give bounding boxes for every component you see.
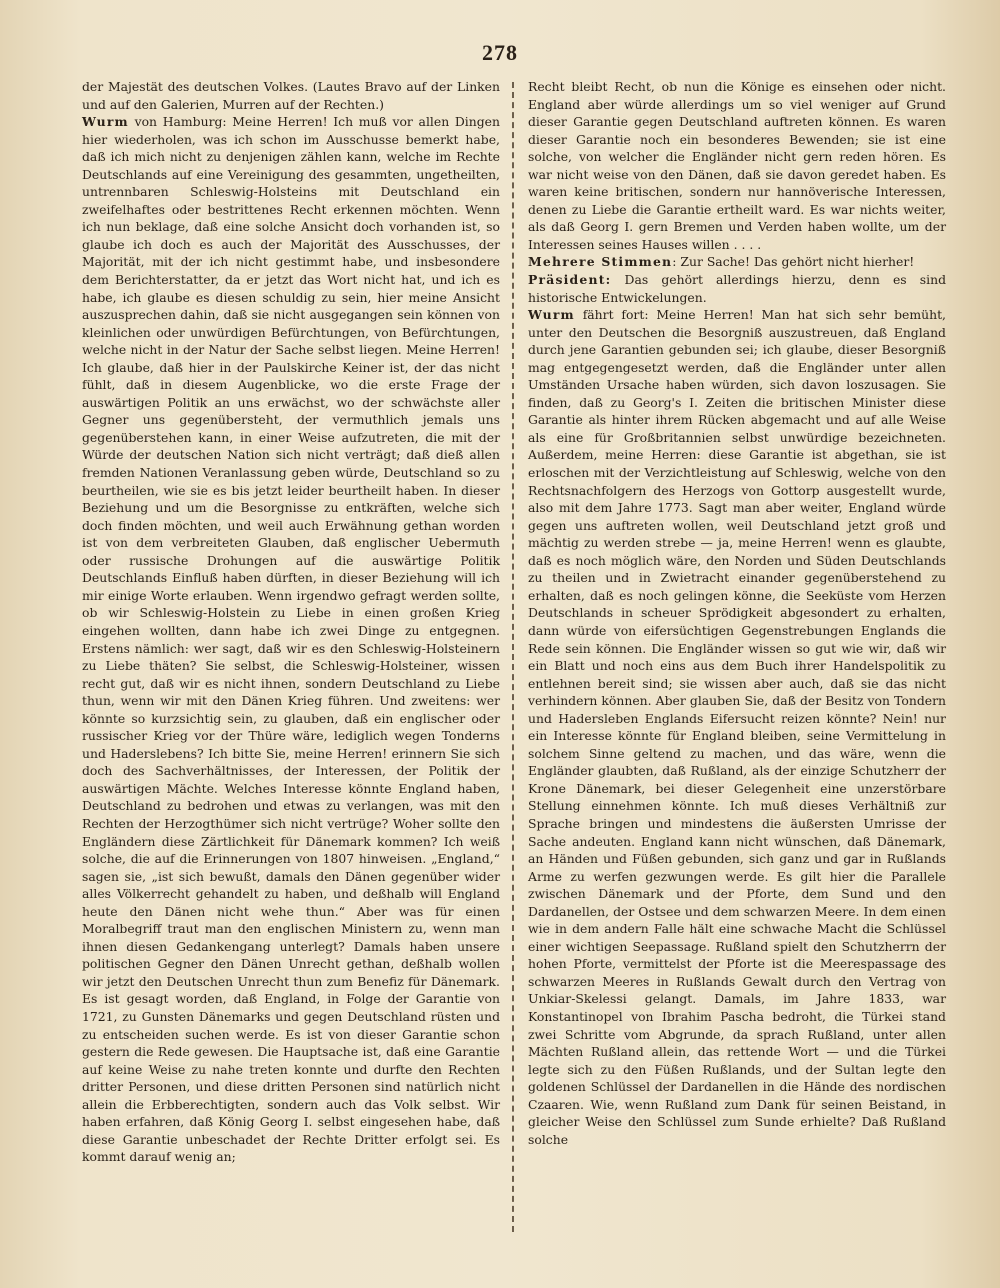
speaker-name: Mehrere Stimmen (528, 254, 673, 270)
speaker-name: Präsident: (528, 272, 612, 288)
left-column (82, 78, 500, 1166)
paragraph-text: Recht bleibt Recht, ob nun die Könige es einsehen oder nicht. England aber würde allerdings um so viel weniger auf Grund dieser Garantie gegen Deutschland auftreten können. Es waren dieser Garantie noch ein besonderes Bewenden; sie ist eine solche, von welcher die Engländer nicht gern reden hören. Es war nicht weise von den Dänen, daß sie davon geredet haben. Es waren keine britischen, sondern nur hannöverische Interessen, denen zu Liebe die Garantie ertheilt ward. Es war nichts weiter, als daß Georg I. gern Bremen und Verden haben wollte, um der Interessen seines Hauses willen . . . . (528, 79, 946, 252)
speaker-name: Wurm (82, 114, 129, 130)
page-number: 278 (482, 40, 518, 65)
paragraph (82, 78, 500, 113)
paragraph (528, 306, 946, 1148)
paragraph (528, 253, 946, 271)
paragraph (82, 113, 500, 1166)
speaker-name: Wurm (528, 307, 575, 323)
paragraph (528, 78, 946, 253)
paragraph-text: Das gehört allerdings hierzu, denn es sind historische Entwickelungen. (528, 272, 946, 305)
paragraph-text: : Zur Sache! Das gehört nicht hierher! (672, 254, 915, 270)
paragraph (528, 271, 946, 306)
right-column (528, 78, 946, 1148)
paragraph-text: der Majestät des deutschen Volkes. (Lautes Bravo auf der Linken und auf den Galerien, Murren auf der Rechten.) (82, 79, 500, 112)
paragraph-text: von Hamburg: Meine Herren! Ich muß vor allen Dingen hier wiederholen, was ich schon im Ausschusse bemerkt habe, daß ich mich nicht zu denjenigen zählen kann, welche im Rechte Deutschlands auf eine Vereinigung des gesammten, ungetheilten, untrennbaren Schleswig-Holsteins mit Deutschland ein zweifelhaftes oder bestrittenes Recht erkennen möchten. Wenn ich nun beklage, daß eine solche Ansicht doch vorhanden ist, so glaube ich doch es auch der Majorität des Ausschusses, der Majorität, mit der ich nicht gestimmt habe, und insbesondere dem Berichterstatter, da er jetzt das Wort nicht hat, und ich es habe, ich glaube es diesen schuldig zu sein, hier meine Ansicht auszusprechen dahin, daß sie nicht ausgegangen sein können von kleinlichen oder unwürdigen Befürchtungen, von Befürchtungen, welche nicht in der Natur der Sache selbst liegen. Meine Herren! Ich glaube, daß hier in der Paulskirche Keiner ist, der das nicht fühlt, daß in diesem Augenblicke, wo die erste Frage der auswärtigen Politik an uns erwächst, wo der schwächste aller Gegner uns gegenübersteht, der vermuthlich jemals uns gegenüberstehen kann, in einer Weise aufzutreten, die mit der Würde der deutschen Nation sich nicht verträgt; daß dieß allen fremden Nationen Veranlassung geben würde, Deutschland so zu beurtheilen, wie sie es bis jetzt leider beurtheilt haben. In dieser Beziehung und um die Besorgnisse zu entkräften, welche sich doch finden möchten, und weil auch Erwähnung gethan worden ist von dem verbreiteten Glauben, daß englischer Uebermuth oder russische Drohungen auf die auswärtige Politik Deutschlands Einfluß haben dürften, in dieser Beziehung will ich mir einige Worte erlauben. Wenn irgendwo gefragt werden sollte, ob wir Schleswig-Holstein zu Liebe in einen großen Krieg eingehen wollten, dann habe ich zwei Dinge zu entgegnen. Erstens nämlich: wer sagt, daß wir es den Schleswig-Holsteinern zu Liebe thäten? Sie selbst, die Schleswig-Holsteiner, wissen recht gut, daß wir es nicht ihnen, sondern Deutschland zu Liebe thun, wenn wir mit den Dänen Krieg führen. Und zweitens: wer könnte so kurzsichtig sein, zu glauben, daß ein englischer oder russischer Krieg vor der Thüre wäre, lediglich wegen Tonderns und Haderslebens? Ich bitte Sie, meine Herren! erinnern Sie sich doch des Sachverhältnisses, der Interessen, der Politik der auswärtigen Mächte. Welches Interesse könnte England haben, Deutschland zu bedrohen und etwas zu verlangen, was mit den Rechten der Herzogthümer sich nicht vertrüge? Woher sollte den Engländern diese Zärtlichkeit für Dänemark kommen? Ich weiß solche, die auf die Erinnerungen von 1807 hinweisen. „England,“ sagen sie, „ist sich bewußt, damals den Dänen gegenüber wider alles Völkerrecht gehandelt zu haben, und deßhalb will England heute den Dänen nicht wehe thun.“ Aber was für einen Moralbegriff traut man den englischen Ministern zu, wenn man ihnen diesen Gedankengang unterlegt? Damals haben unsere politischen Gegner den Dänen Unrecht gethan, deßhalb wollen wir jetzt den Deutschen Unrecht thun zum Benefiz für Dänemark. Es ist gesagt worden, daß England, in Folge der Garantie von 1721, zu Gunsten Dänemarks und gegen Deutschland rüsten und zu entscheiden suchen werde. Es ist von dieser Garantie schon gestern die Rede gewesen. Die Hauptsache ist, daß eine Garantie auf keine Weise zu nahe treten konnte und durfte den Rechten dritter Personen, und diese dritten Personen sind natürlich nicht allein die Erbberechtigten, sondern auch das Volk selbst. Wir haben erfahren, daß König Georg I. selbst eingesehen habe, daß diese Garantie unbeschadet der Rechte Dritter erfolgt sei. Es kommt darauf wenig an; (82, 114, 500, 1165)
column-divider (512, 82, 514, 1232)
paragraph-text: fährt fort: Meine Herren! Man hat sich sehr bemüht, unter den Deutschen die Besorgniß auszustreuen, daß England durch jene Garantien gebunden sei; ich glaube, dieser Besorgniß mag entgegengesetzt werden, daß die Engländer unter allen Umständen Ursache haben würden, sich davon loszusagen. Sie finden, daß zu Georg's I. Zeiten die britischen Minister diese Garantie als hinter ihrem Rücken abgemacht und auf alle Weise als eine für Großbritannien selbst unwürdige bezeichneten. Außerdem, meine Herren: diese Garantie ist abgethan, sie ist erloschen mit der Verzichtleistung auf Schleswig, welche von den Rechtsnachfolgern des Herzogs von Gottorp ausgestellt wurde, also mit dem Jahre 1773. Sagt man aber weiter, England würde gegen uns auftreten wollen, weil Deutschland jetzt groß und mächtig zu werden strebe — ja, meine Herren! wenn es glaubte, daß es noch möglich wäre, den Norden und Süden Deutschlands zu theilen und in Zwietracht einander gegenüberstehend zu erhalten, daß es noch gelingen könne, die Seeküste vom Herzen Deutschlands in scheuer Sprödigkeit abgesondert zu erhalten, dann würde von eifersüchtigen Gegenstrebungen Englands die Rede sein können. Die Engländer wissen so gut wie wir, daß wir ein Blatt und noch eins aus dem Buch ihrer Handelspolitik zu entlehnen bereit sind; sie wissen aber auch, daß sie das nicht verhindern können. Aber glauben Sie, daß der Besitz von Tondern und Hadersleben Englands Eifersucht reizen könnte? Nein! nur ein Interesse könnte für England bleiben, seine Vermittelung in solchem Sinne geltend zu machen, und das wäre, wenn die Engländer glaubten, daß Rußland, als der einzige Schutzherr der Krone Dänemark, bei dieser Gelegenheit eine unzerstörbare Stellung einnehmen könnte. Ich muß dieses Verhältniß zur Sprache bringen und mindestens die äußersten Umrisse der Sache andeuten. England kann nicht wünschen, daß Dänemark, an Händen und Füßen gebunden, sich ganz und gar in Rußlands Arme zu werfen gezwungen werde. Es gilt hier die Parallele zwischen Dänemark und der Pforte, dem Sund und den Dardanellen, der Ostsee und dem schwarzen Meere. In dem einen wie in dem andern Falle hält eine schwache Macht die Schlüssel einer wichtigen Seepassage. Rußland spielt den Schutzherrn der hohen Pforte, vermittelst der Pforte ist die Meerespassage des schwarzen Meeres in Rußlands Gewalt durch den Vertrag von Unkiar-Skelessi gelangt. Damals, im Jahre 1833, war Konstantinopel von Ibrahim Pascha bedroht, die Türkei stand zwei Schritte vom Abgrunde, da sprach Rußland, unter allen Mächten Rußland allein, das rettende Wort — und die Türkei legte sich zu den Füßen Rußlands, und der Sultan legte den goldenen Schlüssel der Dardanellen in die Hände des nordischen Czaaren. Wie, wenn Rußland zum Dank für seinen Beistand, in gleicher Weise den Schlüssel zum Sunde erhielte? Daß Rußland solche (528, 307, 946, 1147)
